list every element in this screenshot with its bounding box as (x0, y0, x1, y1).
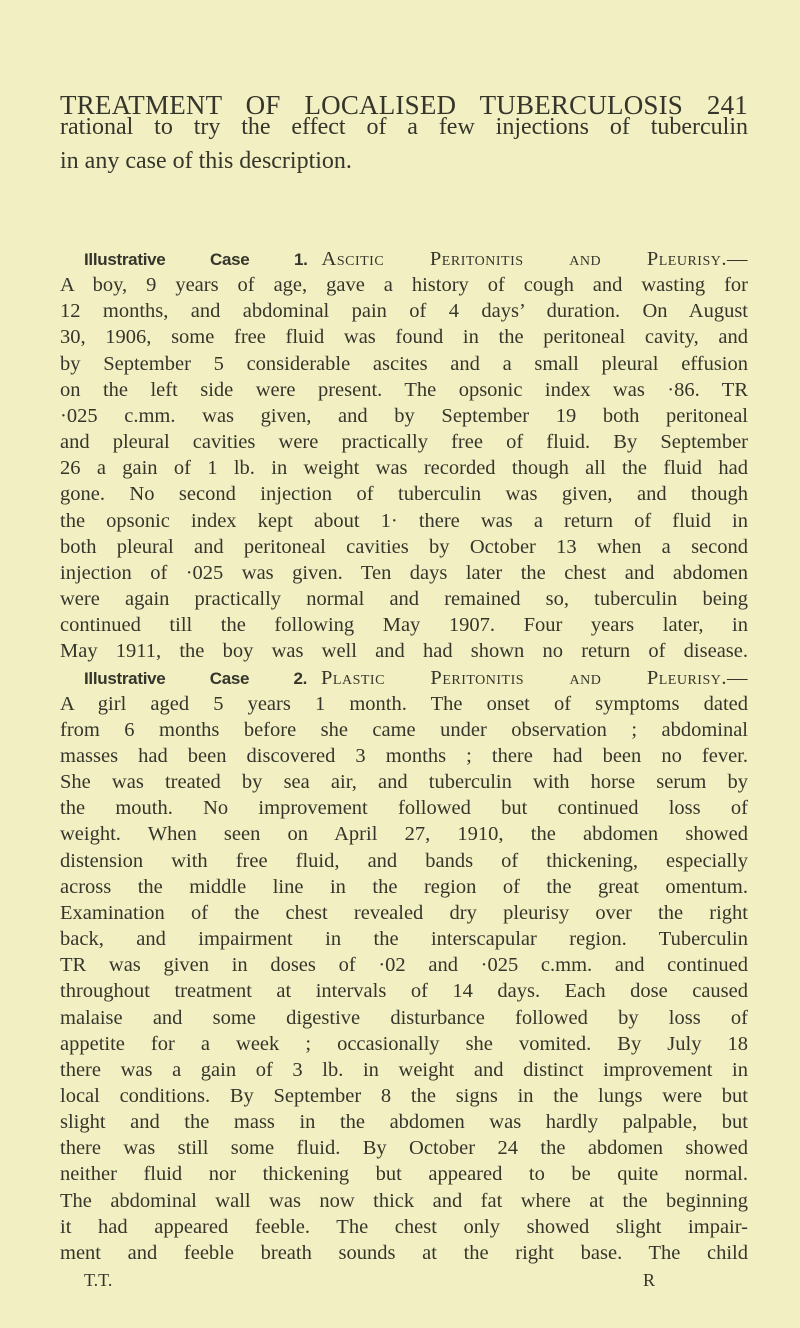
text-line: were again practically normal and remained so, tuberculin being (60, 588, 748, 611)
text-line: appetite for a week ; occasionally she vomited. By July 18 (60, 1032, 748, 1055)
text-line: A girl aged 5 years 1 month. The onset of symptoms dated (60, 692, 748, 715)
running-header: TREATMENT OF LOCALISED TUBERCULOSIS 241 (60, 90, 748, 120)
text-line: malaise and some digestive disturbance followed by loss of (60, 1006, 748, 1029)
text-line: slight and the mass in the abdomen was hardly palpable, but (60, 1111, 748, 1134)
text-line: The abdominal wall was now thick and fat where at the beginning (60, 1189, 748, 1212)
text-line: the opsonic index kept about 1· there was a return of fluid in (60, 509, 748, 532)
text-line: Examination of the chest revealed dry pleurisy over the right (60, 901, 748, 924)
text-line: across the middle line in the region of the great omentum. (60, 875, 748, 898)
text-line: from 6 months before she came under observation ; abdominal (60, 718, 748, 741)
text-line: masses had been discovered 3 months ; there had been no fever. (60, 744, 748, 767)
opening-paragraph (60, 110, 748, 178)
text-line: 26 a gain of 1 lb. in weight was recorded though all the fluid had (60, 457, 748, 480)
case-label: Illustrative Case 2. (84, 668, 308, 688)
case-title: Plastic Peritonitis and Pleurisy.— (321, 666, 748, 689)
text-line: gone. No second injection of tuberculin was given, and though (60, 483, 748, 506)
case-heading (60, 665, 748, 691)
text-line: and pleural cavities were practically free of fluid. By September (60, 431, 748, 454)
text-line: distension with free fluid, and bands of thickening, especially (60, 849, 748, 872)
text-line: both pleural and peritoneal cavities by October 13 when a second (60, 535, 748, 558)
text-line: in any case of this description. (60, 148, 352, 174)
text-line: by September 5 considerable ascites and a small pleural effusion (60, 352, 748, 375)
text-line: injection of ·025 was given. Ten days later the chest and abdomen (60, 561, 748, 584)
text-line: neither fluid nor thickening but appeared to be quite normal. (60, 1163, 748, 1186)
text-line: the mouth. No improvement followed but continued loss of (60, 797, 748, 820)
text-line: 12 months, and abdominal pain of 4 days’ duration. On August (60, 300, 748, 323)
text-line: it had appeared feeble. The chest only showed slight impair- (60, 1215, 748, 1238)
text-line: there was a gain of 3 lb. in weight and distinct improvement in (60, 1058, 748, 1081)
text-line: TR was given in doses of ·02 and ·025 c.mm. and continued (60, 954, 748, 977)
text-line: weight. When seen on April 27, 1910, the abdomen showed (60, 823, 748, 846)
signature-mark: T.T. (84, 1270, 113, 1290)
text-line: local conditions. By September 8 the signs in the lungs were but (60, 1085, 748, 1107)
text-line: throughout treatment at intervals of 14 days. Each dose caused (60, 980, 748, 1003)
text-line: on the left side were present. The opsonic index was ·86. TR (60, 378, 748, 401)
case-title: Ascitic Peritonitis and Pleurisy.— (321, 248, 748, 270)
text-line: rational to try the effect of a few injections of tuberculin (60, 114, 748, 140)
text-line: ·025 c.mm. was given, and by September 19 both peritoneal (60, 404, 748, 427)
case-reports (60, 246, 748, 1266)
text-line: there was still some fluid. By October 24 the abdomen showed (60, 1137, 748, 1160)
case-heading (60, 246, 748, 272)
text-line: May 1911, the boy was well and had shown no return of disease. (60, 640, 748, 663)
text-line: She was treated by sea air, and tuberculin with horse serum by (60, 771, 748, 794)
text-line: ment and feeble breath sounds at the right base. The child (60, 1241, 748, 1264)
text-line: A boy, 9 years of age, gave a history of cough and wasting for (60, 274, 748, 297)
text-line: continued till the following May 1907. Four years later, in (60, 614, 748, 637)
case-label: Illustrative Case 1. (84, 250, 308, 269)
text-line: 30, 1906, some free fluid was found in the peritoneal cavity, and (60, 326, 748, 349)
signature-letter: R (643, 1270, 656, 1290)
text-line: back, and impairment in the interscapular region. Tuberculin (60, 928, 748, 951)
